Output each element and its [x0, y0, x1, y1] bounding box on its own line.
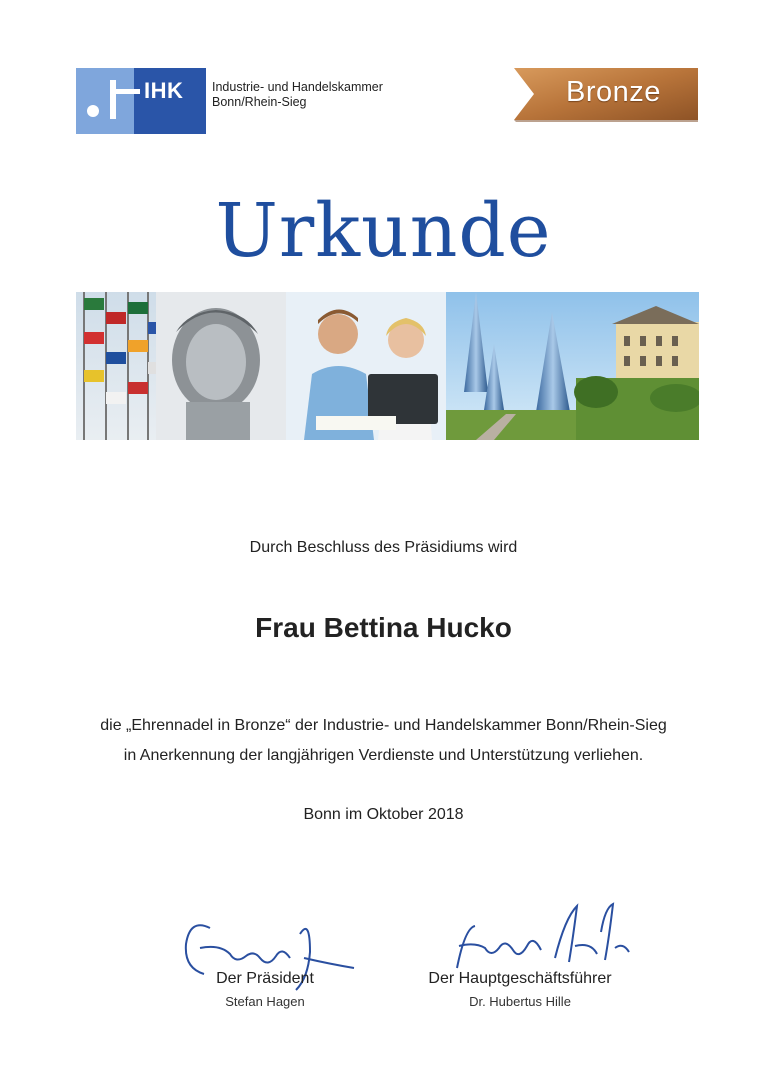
award-text-line2: in Anerkennung der langjährigen Verdienste und Unterstützung verliehen. [123, 747, 644, 764]
logo-dot [87, 105, 99, 117]
signature-role-president: Der Präsident [216, 970, 314, 987]
signature-block-managing-director [405, 898, 635, 1018]
certificate-title: Urkunde [215, 188, 552, 274]
signature-block-president [150, 898, 380, 1018]
students-image [286, 292, 466, 440]
ihk-logo-mark [76, 68, 206, 134]
bronze-badge [512, 64, 698, 124]
signature-name-director: Dr. Hubertus Hille [469, 994, 571, 1009]
museum-image [446, 292, 576, 440]
organization-name-line2: Bonn/Rhein-Sieg [212, 95, 307, 109]
organization-name [212, 80, 383, 110]
signature-role-director: Der Hauptgeschäftsführer [428, 970, 612, 987]
bronze-label: Bronze [566, 76, 661, 108]
logo-ihk-text: IHK [144, 78, 184, 103]
ihk-logo [76, 68, 396, 134]
header-photo-collage [76, 292, 699, 440]
organization-name-line1: Industrie- und Handelskammer [212, 80, 383, 94]
castle-image [574, 292, 699, 440]
recipient-name: Frau Bettina Hucko [255, 612, 512, 643]
statue-image [156, 292, 296, 440]
place-date: Bonn im Oktober 2018 [303, 806, 464, 823]
intro-text: Durch Beschluss des Präsidiums wird [249, 539, 518, 556]
signature-name-president: Stefan Hagen [225, 994, 305, 1009]
award-text-line1: die „Ehrennadel in Bronze“ der Industrie- und Handelskammer Bonn/Rhein-Sieg [100, 717, 667, 734]
